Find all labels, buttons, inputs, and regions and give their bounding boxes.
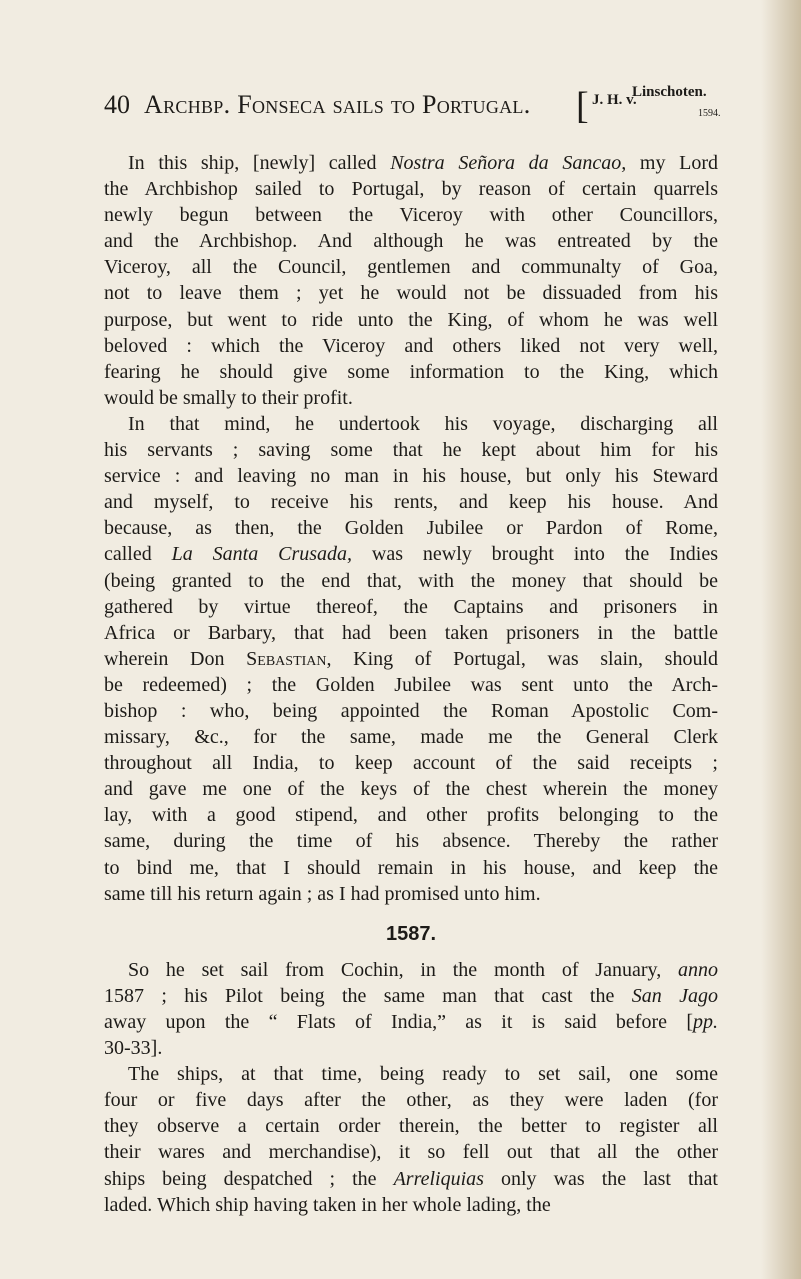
year-heading: 1587.	[385, 922, 437, 945]
text-line: newly begun between the Viceroy with other Councillors,	[104, 204, 718, 227]
header-bracket: [	[576, 85, 589, 127]
italic-text: anno	[678, 958, 718, 981]
running-header	[104, 86, 724, 126]
header-reference-year: 1594.	[698, 108, 721, 119]
italic-text: Arreliquias	[393, 1167, 484, 1190]
text-line: bishop : who, being appointed the Roman Apostolic Com-	[104, 699, 718, 722]
text-line: would be smally to their profit.	[104, 386, 353, 409]
text-line: and gave me one of the keys of the chest wherein the money	[104, 778, 718, 801]
text-line: same till his return again ; as I had promised unto him.	[104, 882, 541, 905]
text-line: missary, &c., for the same, made me the General Clerk	[104, 726, 718, 749]
text-line: throughout all India, to keep account of the said receipts ;	[104, 752, 718, 775]
text-line: (being granted to the end that, with the money that should be	[104, 569, 718, 592]
text-line: ships being despatched ; the Arreliquias only was the last that	[104, 1167, 718, 1190]
text-line: 1587 ; his Pilot being the same man that cast the San Jago	[104, 984, 718, 1007]
text-line: their wares and merchandise), it so fell out that all the other	[104, 1141, 718, 1164]
text-line: The ships, at that time, being ready to set sail, one some	[128, 1063, 718, 1086]
text-line: In that mind, he undertook his voyage, discharging all	[128, 412, 718, 435]
text-line: Viceroy, all the Council, gentlemen and communalty of Goa,	[104, 256, 718, 279]
paragraph	[104, 411, 718, 907]
text-line: and the Archbishop. And although he was entreated by the	[104, 230, 718, 253]
header-reference: J. H. v.	[592, 92, 637, 108]
text-line: four or five days after the other, as they were laden (for	[104, 1089, 718, 1112]
italic-text: Nostra Señora da Sancao,	[390, 152, 627, 174]
italic-text: La Santa Crusada,	[171, 543, 353, 566]
text-line: his servants ; saving some that he kept about him for his	[104, 439, 718, 462]
page-number: 40	[104, 90, 130, 119]
italic-text: pp.	[693, 1011, 718, 1033]
paragraph	[104, 150, 718, 411]
text-line: fearing he should give some information to the King, which	[104, 360, 718, 383]
italic-text: San Jago	[631, 984, 718, 1007]
body-text	[104, 150, 718, 1218]
text-line: wherein Don Sebastian, King of Portugal, was slain, should	[104, 647, 719, 670]
text-line: because, as then, the Golden Jubilee or Pardon of Rome,	[104, 517, 718, 540]
text-line: gathered by virtue thereof, the Captains and prisoners in	[104, 595, 718, 618]
header-reference-name: Linschoten.	[632, 84, 707, 100]
text-line: and myself, to receive his rents, and keep his house. And	[104, 491, 718, 514]
page-edge-shadow	[761, 0, 801, 1279]
small-caps-text: Sebastian,	[246, 647, 332, 670]
text-line: Africa or Barbary, that had been taken prisoners in the battle	[104, 621, 718, 644]
text-line: service : and leaving no man in his house, but only his Steward	[104, 465, 718, 488]
text-line: purpose, but went to ride unto the King, of whom he was well	[104, 308, 718, 331]
text-line: laded. Which ship having taken in her whole lading, the	[104, 1193, 551, 1216]
text-line: the Archbishop sailed to Portugal, by reason of certain quarrels	[104, 178, 718, 201]
text-line: lay, with a good stipend, and other profits belonging to the	[104, 804, 718, 827]
text-line: So he set sail from Cochin, in the month of January, anno	[128, 958, 718, 981]
text-line: called La Santa Crusada, was newly brought into the Indies	[104, 543, 718, 566]
text-line: same, during the time of his absence. Thereby the rather	[104, 830, 718, 853]
text-line: not to leave them ; yet he would not be dissuaded from his	[104, 282, 718, 305]
running-title: Archbp. Fonseca sails to Portugal.	[144, 90, 531, 119]
text-line: In this ship, [newly] called Nostra Señora da Sancao, my Lord	[128, 152, 718, 174]
text-line: be redeemed) ; the Golden Jubilee was sent unto the Arch-	[104, 673, 718, 696]
text-line: away upon the “ Flats of India,” as it is said before [pp.	[104, 1011, 718, 1033]
paragraph	[104, 1061, 718, 1218]
paragraph	[104, 957, 718, 1061]
text-line: beloved : which the Viceroy and others liked not very well,	[104, 334, 718, 357]
text-line: they observe a certain order therein, the better to register all	[104, 1115, 718, 1138]
text-line: 30-33].	[104, 1037, 163, 1060]
text-line: to bind me, that I should remain in his house, and keep the	[104, 856, 718, 879]
